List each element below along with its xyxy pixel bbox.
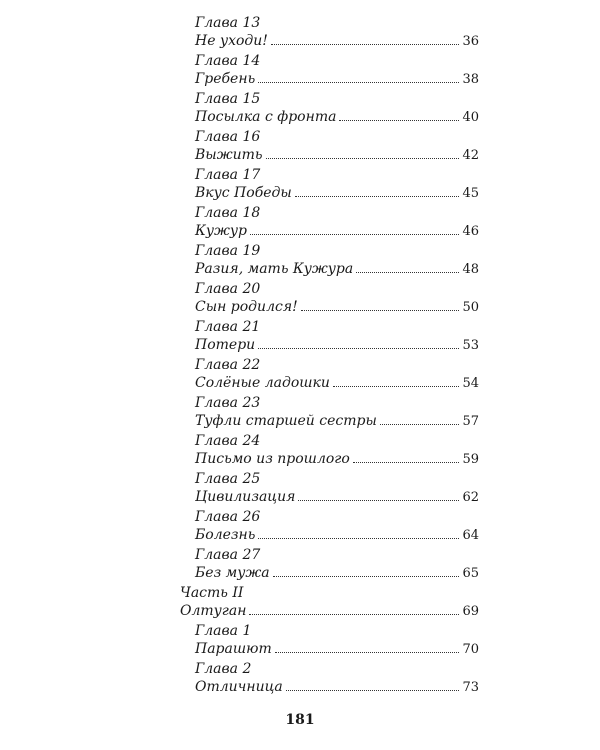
chapter-label: Глава 27 bbox=[195, 547, 261, 563]
chapter-page-number: 62 bbox=[462, 490, 479, 505]
chapter-line bbox=[195, 336, 479, 354]
chapter-page-number: 46 bbox=[462, 224, 479, 239]
toc-entry[interactable] bbox=[195, 52, 479, 88]
dot-leader bbox=[275, 651, 460, 653]
chapter-line bbox=[195, 146, 479, 164]
chapter-label: Глава 24 bbox=[195, 433, 261, 449]
toc-entry[interactable] bbox=[195, 508, 479, 544]
dot-leader bbox=[295, 195, 460, 197]
chapter-title: Солёные ладошки bbox=[195, 375, 330, 391]
chapter-page-number: 42 bbox=[462, 148, 479, 163]
chapter-line bbox=[195, 32, 479, 50]
chapter-label: Глава 17 bbox=[195, 167, 261, 183]
dot-leader bbox=[258, 537, 459, 539]
chapter-label: Глава 20 bbox=[195, 281, 261, 297]
chapter-title: Без мужа bbox=[195, 565, 270, 581]
dot-leader bbox=[298, 499, 459, 501]
dot-leader bbox=[258, 81, 459, 83]
part-entry[interactable] bbox=[180, 602, 479, 620]
chapter-line bbox=[195, 374, 479, 392]
chapter-title: Не уходи! bbox=[195, 33, 268, 49]
dot-leader bbox=[271, 43, 460, 45]
chapter-page-number: 50 bbox=[462, 300, 479, 315]
chapter-label: Глава 1 bbox=[195, 623, 252, 639]
chapter-label: Глава 13 bbox=[195, 15, 261, 31]
part-page-number: 69 bbox=[462, 604, 479, 619]
chapter-label: Глава 2 bbox=[195, 661, 252, 677]
chapter-line bbox=[195, 450, 479, 468]
chapter-title: Парашют bbox=[195, 641, 272, 657]
chapter-label: Глава 26 bbox=[195, 509, 261, 525]
toc-entry[interactable] bbox=[195, 90, 479, 126]
chapter-label: Глава 23 bbox=[195, 395, 261, 411]
dot-leader bbox=[356, 271, 459, 273]
dot-leader bbox=[353, 461, 460, 463]
chapter-title: Посылка с фронта bbox=[195, 109, 337, 125]
dot-leader bbox=[266, 157, 460, 159]
chapter-title: Болезнь bbox=[195, 527, 256, 543]
toc-entry[interactable] bbox=[195, 318, 479, 354]
chapter-title: Отличница bbox=[195, 679, 283, 695]
chapter-line bbox=[195, 298, 479, 316]
chapter-title: Сын родился! bbox=[195, 299, 298, 315]
dot-leader bbox=[273, 575, 460, 577]
chapter-page-number: 54 bbox=[462, 376, 479, 391]
toc-entry[interactable] bbox=[195, 470, 479, 506]
chapter-line bbox=[195, 108, 479, 126]
toc-entry[interactable] bbox=[195, 356, 479, 392]
toc-entry[interactable] bbox=[195, 128, 479, 164]
chapter-title: Цивилизация bbox=[195, 489, 296, 505]
chapter-line bbox=[195, 678, 479, 696]
chapter-line bbox=[195, 412, 479, 430]
dot-leader bbox=[249, 613, 459, 615]
part-heading bbox=[180, 584, 479, 622]
chapter-title: Туфли старшей сестры bbox=[195, 413, 377, 429]
chapter-title: Кужур bbox=[195, 223, 247, 239]
dot-leader bbox=[250, 233, 460, 235]
toc-entry[interactable] bbox=[195, 204, 479, 240]
chapter-title: Потери bbox=[195, 337, 256, 353]
chapter-label: Глава 18 bbox=[195, 205, 261, 221]
chapter-page-number: 38 bbox=[462, 72, 479, 87]
chapter-page-number: 59 bbox=[462, 452, 479, 467]
toc-entry[interactable] bbox=[195, 166, 479, 202]
chapter-page-number: 45 bbox=[462, 186, 479, 201]
chapter-label: Глава 16 bbox=[195, 129, 261, 145]
toc-entry[interactable] bbox=[195, 280, 479, 316]
chapter-page-number: 65 bbox=[462, 566, 479, 581]
chapter-page-number: 48 bbox=[462, 262, 479, 277]
dot-leader bbox=[333, 385, 460, 387]
chapter-page-number: 73 bbox=[462, 680, 479, 695]
chapter-line bbox=[195, 640, 479, 658]
toc-entry[interactable] bbox=[195, 14, 479, 50]
chapter-label: Глава 22 bbox=[195, 357, 261, 373]
dot-leader bbox=[286, 689, 460, 691]
part-table-of-contents bbox=[195, 622, 479, 698]
chapter-page-number: 36 bbox=[462, 34, 479, 49]
chapter-line bbox=[195, 222, 479, 240]
toc-entry[interactable] bbox=[195, 432, 479, 468]
dot-leader bbox=[301, 309, 460, 311]
chapter-title: Разия, мать Кужура bbox=[195, 261, 354, 277]
chapter-line bbox=[195, 184, 479, 202]
chapter-line bbox=[195, 70, 479, 88]
toc-entry[interactable] bbox=[195, 242, 479, 278]
chapter-line bbox=[195, 564, 479, 582]
chapter-title: Гребень bbox=[195, 71, 256, 87]
chapter-label: Глава 25 bbox=[195, 471, 261, 487]
chapter-title: Письмо из прошлого bbox=[195, 451, 350, 467]
chapter-label: Глава 15 bbox=[195, 91, 261, 107]
chapter-line bbox=[195, 488, 479, 506]
dot-leader bbox=[258, 347, 459, 349]
chapter-page-number: 57 bbox=[462, 414, 479, 429]
chapter-label: Глава 19 bbox=[195, 243, 261, 259]
chapter-page-number: 40 bbox=[462, 110, 479, 125]
toc-entry[interactable] bbox=[195, 660, 479, 696]
chapter-line bbox=[195, 260, 479, 278]
chapter-line bbox=[195, 526, 479, 544]
chapter-page-number: 53 bbox=[462, 338, 479, 353]
table-of-contents bbox=[195, 14, 479, 584]
chapter-title: Выжить bbox=[195, 147, 263, 163]
dot-leader bbox=[380, 423, 460, 425]
toc-entry[interactable] bbox=[195, 622, 479, 658]
part-label: Часть II bbox=[180, 585, 244, 601]
part-title: Олтуган bbox=[180, 603, 247, 619]
chapter-title: Вкус Победы bbox=[195, 185, 292, 201]
toc-entry[interactable] bbox=[195, 394, 479, 430]
page-number: 181 bbox=[285, 712, 315, 728]
chapter-label: Глава 21 bbox=[195, 319, 261, 335]
chapter-label: Глава 14 bbox=[195, 53, 261, 69]
chapter-page-number: 64 bbox=[462, 528, 479, 543]
chapter-page-number: 70 bbox=[462, 642, 479, 657]
toc-entry[interactable] bbox=[195, 546, 479, 582]
dot-leader bbox=[339, 119, 459, 121]
